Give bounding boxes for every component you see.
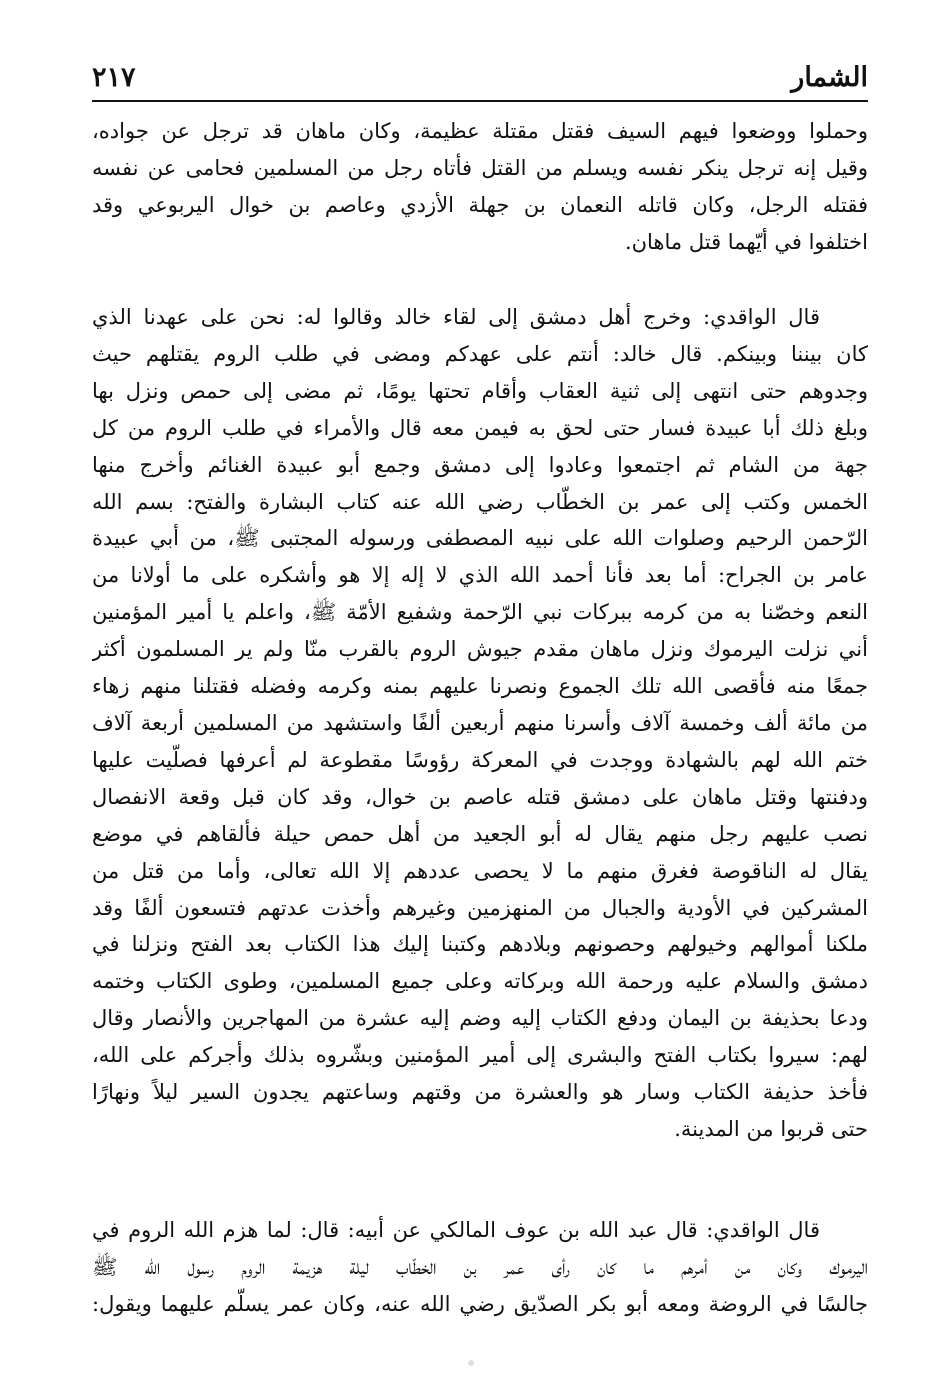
text-line: جهة من الشام ثم اجتمعوا وعادوا إلى دمشق وجمع أبو عبيدة الغنائم وأخرج منها — [92, 452, 868, 477]
text-line: اختلفوا في أيّهما قتل ماهان. — [624, 229, 868, 254]
text-line: من مائة ألف وخمسة آلاف وأسرنا منهم أربعين ألفًا واستشهد من المسلمين أربعة آلاف — [92, 710, 868, 735]
text-line: عامر بن الجراح: أما بعد فأنا أحمد الله الذي لا إله إلا هو وأشكره على ما أولانا من — [92, 563, 868, 588]
text-line: دمشق والسلام عليه ورحمة الله وبركاته وعلى جميع المسلمين، وطوى الكتاب وختمه — [92, 969, 868, 994]
text-line: وبلغ ذلك أبا عبيدة فسار حتى لحق به فيمن معه قال والأمراء في طلب الروم من كل — [92, 415, 868, 440]
text-line: المشركين في الأودية والجبال من المنهزمين وغيرهم وأخذت عدتهم فتسعون ألفًا وقد — [92, 895, 868, 920]
text-line: يقال له الناقوصة فغرق منهم ما لا يحصى عددهم إلا الله تعالى، وأما من قتل من — [92, 858, 868, 883]
text-line: لهم: سيروا بكتاب الفتح والبشرى إلى أمير المؤمنين وبشّروه بذلك وأجركم على الله، — [92, 1043, 868, 1068]
text-line: نصب عليهم رجل منهم يقال له أبو الجعيد من أهل حمص حيلة فألقاهم في موضع — [92, 821, 868, 846]
page-header — [92, 58, 868, 98]
text-line: وحملوا ووضعوا فيهم السيف فقتل مقتلة عظيمة، وكان ماهان قد ترجل عن جواده، — [92, 119, 868, 143]
text-line: النعم وخصّنا به من كرمه ببركات نبي الرّحمة وشفيع الأمّة ﷺ، واعلم يا أمير المؤمنين — [92, 600, 868, 625]
text-line: ودفنتها وقتل ماهان على دمشق قتله عاصم بن خوال، وقد كان قبل وقعة الانفصال — [92, 784, 868, 809]
text-line: ختم الله لهم بالشهادة ووجدت في المعركة رؤوسًا مقطوعة لم أعرفها فصلّيت عليها — [92, 747, 868, 772]
text-line: وقيل إنه ترجل ينكر نفسه ويسلم من القتل فأتاه رجل من المسلمين فحامى عن نفسه — [92, 155, 868, 180]
text-line: قال الواقدي: وخرج أهل دمشق إلى لقاء خالد وقالوا له: نحن على عهدنا الذي — [92, 305, 820, 329]
paragraph-1 — [92, 113, 868, 261]
paragraph-3 — [92, 1212, 868, 1323]
page-number: ٢١٧ — [92, 62, 136, 93]
text-line: حتى قربوا من المدينة. — [674, 1116, 868, 1141]
text-line: فقتله الرجل، وكان قاتله النعمان بن جهلة الأزدي وعاصم بن خوال اليربوعي وقد — [92, 192, 868, 217]
text-line: ملكنا أموالهم وخيولهم وحصونهم وبلادهم وكتبنا إليك هذا الكتاب بعد الفتح ونزلنا في — [92, 932, 868, 957]
text-line: الخمس وكتب إلى عمر بن الخطّاب رضي الله عنه كتاب البشارة والفتح: بسم الله — [92, 489, 868, 514]
text-line: جالسًا في الروضة ومعه أبو بكر الصدّيق رضي الله عنه، وكان عمر يسلّم عليهما ويقول: — [92, 1291, 868, 1316]
header-rule — [92, 100, 868, 102]
text-line: ودعا بحذيفة بن اليمان ودفع الكتاب إليه وضم إليه عشرة من المهاجرين والأنصار وقال — [92, 1006, 868, 1031]
paragraph-2 — [92, 299, 868, 1148]
text-line: كان بيننا وبينكم. قال خالد: أنتم على عهدكم ومضى في طلب الروم يقتلهم حيث — [92, 341, 868, 366]
text-line: قال الواقدي: قال عبد الله بن عوف المالكي عن أبيه: قال: لما هزم الله الروم في — [92, 1218, 820, 1242]
text-line: وجدوهم حتى انتهى إلى ثنية العقاب وأقام تحتها يومًا، ثم مضى إلى حمص ونزل بها — [92, 378, 868, 403]
text-line: اليرموك وكان من أمرهم ما كان رأى عمر بن الخطّاب ليلة هزيمة الروم رسول الله ﷺ — [92, 1254, 868, 1279]
text-line: جمعًا منه فأقصى الله تلك الجموع ونصرنا عليهم بمنه وكرمه وفضله فقتلنا منهم زهاء — [92, 674, 868, 699]
running-title: الشمار — [791, 62, 868, 93]
scan-speck — [468, 1360, 474, 1366]
text-line: الرّحمن الرحيم وصلوات الله على نبيه المصطفى ورسوله المجتبى ﷺ، من أبي عبيدة — [92, 526, 868, 551]
text-line: فأخذ حذيفة الكتاب وسار هو والعشرة من وقتهم وساعتهم يجدون السير ليلاً ونهارًا — [92, 1080, 868, 1105]
text-line: أني نزلت اليرموك ونزل ماهان مقدم جيوش الروم بالقرب منّا ولم ير المسلمون أكثر — [92, 637, 868, 662]
